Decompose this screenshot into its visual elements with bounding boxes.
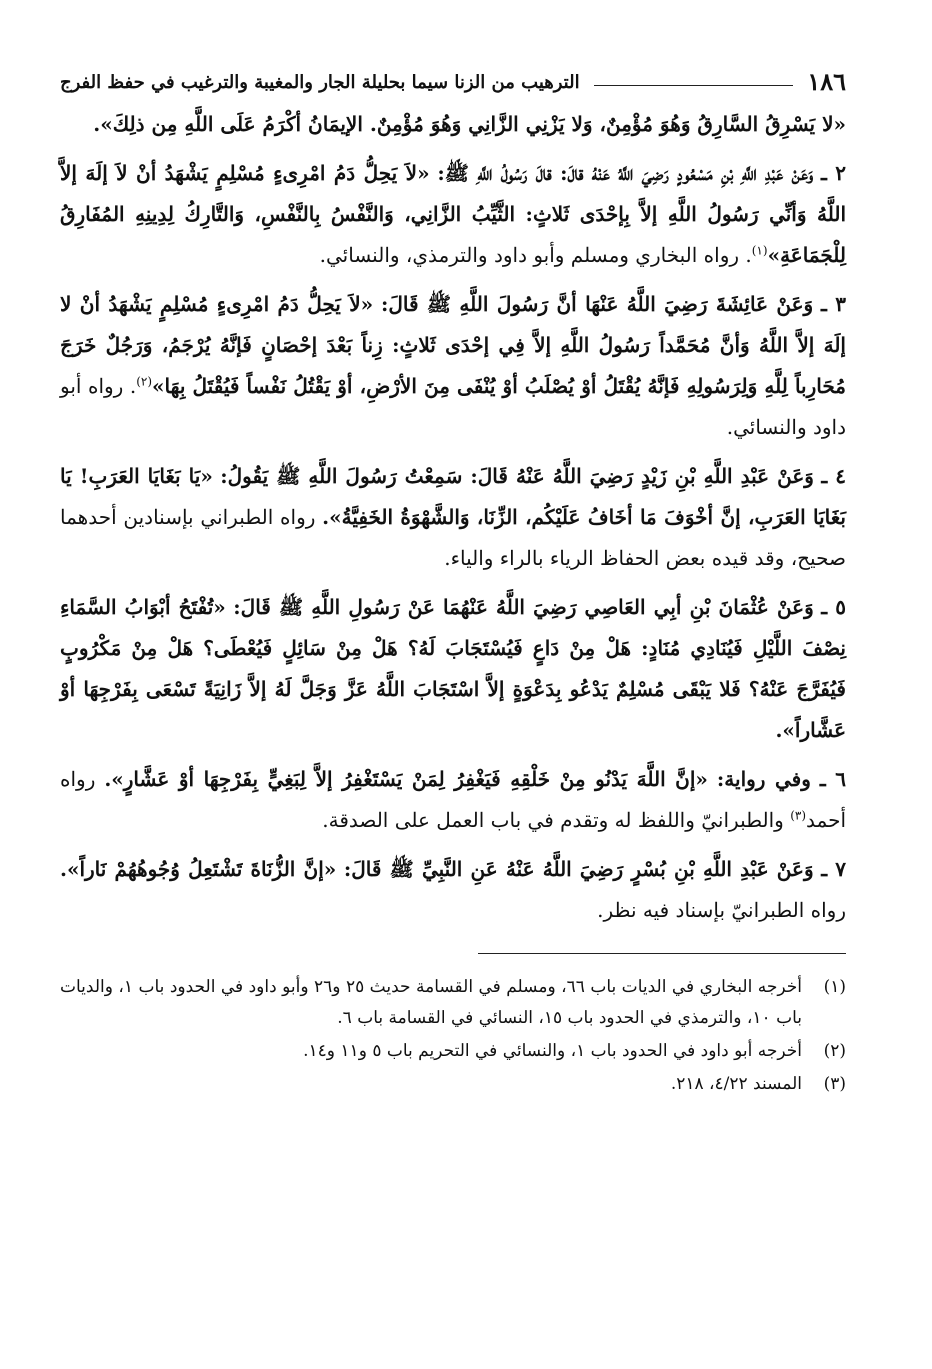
hadith-paragraph <box>60 759 846 841</box>
footnote-ref: (١) <box>751 243 768 258</box>
header-rule <box>594 85 794 86</box>
footnote <box>60 972 846 1034</box>
hadith-narration: وفي رواية: <box>716 767 811 791</box>
footnote <box>60 1069 846 1100</box>
book-page <box>60 62 846 1302</box>
hadith-quote: «يَا بَغَايَا العَرَبِ! يَا بَغَايَا العَرَبِ، إنَّ أخْوَفَ مَا أخَافُ عَلَيْكُم، الزِّنَا، وَالشَّهْوَةُ الخَفِيَّةُ». <box>60 464 846 529</box>
footnote-text: أخرجه أبو داود في الحدود باب ١، والنسائي في التحريم باب ٥ و١١ و١٤. <box>303 1041 802 1061</box>
hadith-source: رواه الطبراني بإسنادين أحدهما صحيح، وقد قيده بعض الحفاظ الرياء بالراء والياء. <box>60 505 846 570</box>
hadith-source: . رواه البخاري ومسلم وأبو داود والترمذي، والنسائي. <box>319 243 752 267</box>
footnotes <box>60 972 846 1100</box>
hadith-narration: وَعَنْ عَبْدِ اللَّهِ بْنِ مَسْعُودٍ رَضِيَ اللَّهُ عَنْهُ قالَ: قالَ رَسُولُ اللَّهِ ﷺ: <box>437 161 814 185</box>
hadith-number: ٦ ـ <box>819 767 847 791</box>
hadith-number: ٣ ـ <box>821 292 846 316</box>
footnote-text: المسند ٤/٢٢، ٢١٨. <box>670 1074 802 1094</box>
hadith-paragraph <box>60 849 846 931</box>
footnote-number: (٢) <box>823 1041 846 1061</box>
footnote-separator <box>478 953 846 954</box>
page-number: ١٨٦ <box>807 67 846 96</box>
hadith-paragraph <box>60 456 846 579</box>
footnote-ref: (٢) <box>136 374 153 389</box>
running-title: الترهيب من الزنا سيما بحليلة الجار والمغيبة والترغيب في حفظ الفرج <box>60 72 580 93</box>
footnote-number: (٣) <box>823 1074 846 1094</box>
hadith-paragraph <box>60 284 846 448</box>
hadith-number: ٢ ـ <box>820 161 847 185</box>
hadith-narration: وَعَنْ عَبْدِ اللَّهِ بْنِ زَيْدٍ رَضِيَ اللَّهُ عَنْهُ قَالَ: سَمِعْتُ رَسُولَ اللَّهِ ﷺ يَقُولُ: <box>220 464 814 488</box>
footnote-ref: (٣) <box>790 808 807 823</box>
hadith-narration: وَعَنْ عَائِشَةَ رَضِيَ اللَّهُ عَنْهَا أنَّ رَسُولَ اللَّهِ ﷺ قَالَ: <box>380 292 814 316</box>
hadith-quote: «لاَ يَحِلُّ دَمُ امْرِىءٍ مُسْلِمٍ يَشْهَدُ أنْ لاَ إلَهَ إلاَّ اللَّهُ وَأنِّي رَسُولُ اللَّهِ إلاَّ بِإحْدَى ثَلاثٍ: الثَّيِّبُ الزَّانِي، وَالنَّفْسُ بِالنَّفْسِ، وَالتَّارِكُ لِدِينِهِ المُفَارِقُ لِلْجَمَاعَةِ» <box>60 161 846 267</box>
footnote-number: (١) <box>823 977 846 997</box>
hadith-paragraph <box>60 587 846 751</box>
hadith-number: ٥ ـ <box>821 595 847 619</box>
hadith-source-cont: والطبرانيّ واللفظ له وتقدم في باب العمل على الصدقة. <box>322 808 791 832</box>
hadith-body <box>60 104 846 931</box>
running-header <box>60 62 846 98</box>
footnote-text: أخرجه البخاري في الديات باب ٦٦، ومسلم في القسامة حديث ٢٥ و٢٦ وأبو داود في الحدود باب ١، والديات باب ١٠، والترمذي في الحدود باب ١٥، النسائي في القسامة باب ٦. <box>60 977 802 1028</box>
hadith-number: ٤ ـ <box>821 464 847 488</box>
hadith-number: ٧ ـ <box>821 857 846 881</box>
hadith-quote: «إنَّ اللَّهَ يَدْنُو مِنْ خَلْقِهِ فَيَغْفِرُ لِمَنْ يَسْتَغْفِرُ إلاَّ لِبَغِيٍّ بِفَرْجِهَا أوْ عَشَّارٍ». <box>104 767 708 791</box>
hadith-narration: وَعَنْ عَبْدِ اللَّهِ بْنِ بُسْرٍ رَضِيَ اللَّهُ عَنْهُ عَنِ النَّبِيِّ ﷺ قَالَ: <box>343 857 814 881</box>
hadith-source: رواه أحمد <box>60 767 846 832</box>
hadith-source: رواه الطبرانيّ بإسناد فيه نظر. <box>597 898 846 922</box>
hadith-quote: «تُفْتَحُ أبْوَابُ السَّمَاءِ نِصْفَ اللَّيْلِ فَيُنَادِي مُنَادٍ: هَلْ مِنْ دَاعٍ فَيُسْتَجَابَ لَهُ؟ هَلْ مِنْ سَائِلٍ فَيُعْطَى؟ هَلْ مِنْ مَكْرُوبٍ فَيُفَرَّجَ عَنْهُ؟ فَلا يَبْقَى مُسْلِمٌ يَدْعُو بِدَعْوَةٍ إلاَّ اسْتَجَابَ اللَّهُ عَزَّ وَجَلَّ لَهُ إلاَّ زَانِيَةً تَسْعَى بِفَرْجِهَا أوْ عَشَّاراً». <box>60 595 846 742</box>
hadith-paragraph <box>60 153 846 276</box>
hadith-quote: «لا يَسْرِقُ السَّارِقُ وَهُوَ مُؤْمِنٌ، وَلا يَزْنِي الزَّانِي وَهُوَ مُؤْمِنٌ. الإيمَانُ أكْرَمُ عَلَى اللَّهِ مِن ذلِكَ». <box>93 112 846 136</box>
hadith-source: . رواه أبو داود والنسائي. <box>60 374 846 439</box>
footnote <box>60 1036 846 1067</box>
hadith-quote: «لاَ يَحِلُّ دَمُ امْرِىءٍ مُسْلِمٍ يَشْهَدُ أنْ لا إلَهَ إلاَّ اللَّهُ وَأنَّ مُحَمَّداً رَسُولُ اللَّهِ إلاَّ فِي إحْدَى ثَلاثٍ: زِناً بَعْدَ إحْصَانٍ فَإنَّهُ يُرْجَمُ، وَرَجُلٌ خَرَجَ مُحَارِباً لِلَّهِ وَلِرَسُولِهِ فَإنَّهُ يُقْتَلُ أوْ يُصْلَبُ أوْ يُنْفَى مِنَ الأرْضِ، أوْ يَقْتُلُ نَفْساً فَيُقْتَلُ بِهَا» <box>60 292 846 398</box>
hadith-paragraph <box>60 104 846 145</box>
hadith-narration: وَعَنْ عُثْمَانَ بْنِ أبِي العَاصِي رَضِيَ اللَّهُ عَنْهُمَا عَنْ رَسُولِ اللَّهِ ﷺ قَالَ: <box>233 595 814 619</box>
hadith-quote: «إنَّ الزُّنَاةَ تَشْتَعِلُ وُجُوهُهُمْ نَاراً». <box>60 857 337 881</box>
